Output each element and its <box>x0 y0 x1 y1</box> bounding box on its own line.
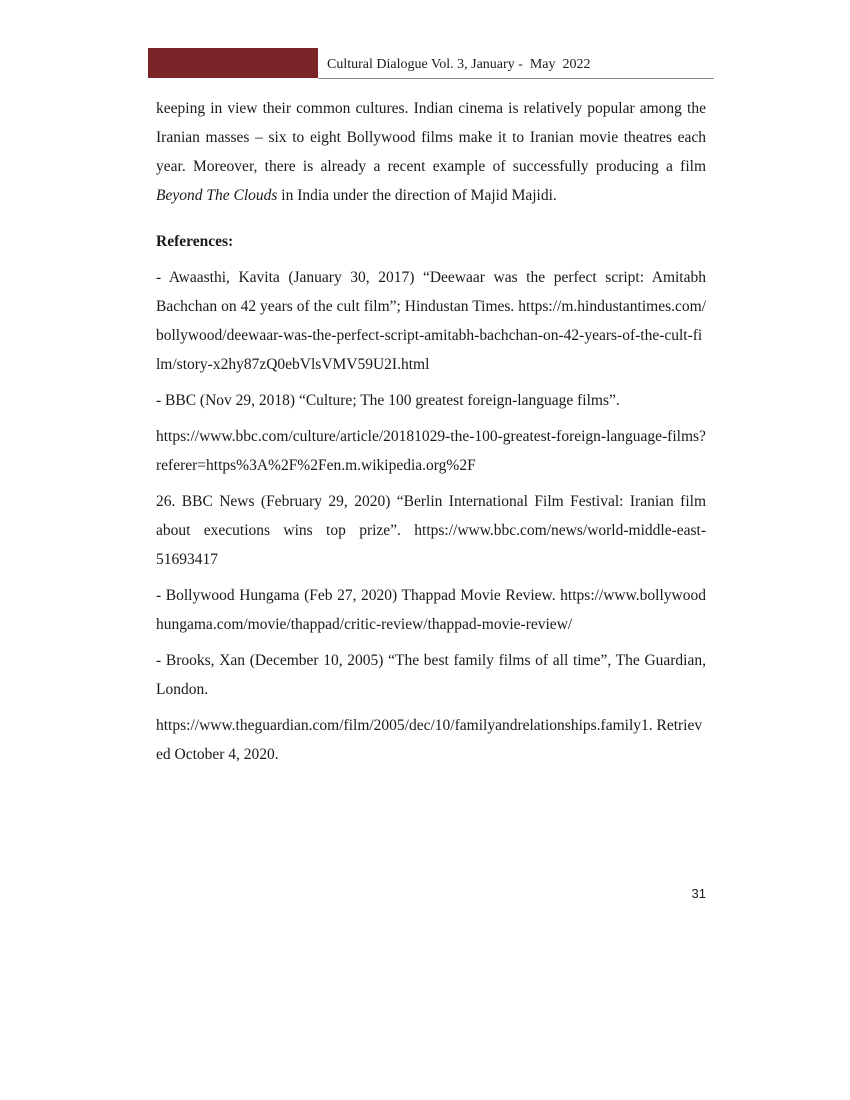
reference-text: 26. BBC News (February 29, 2020) “Berlin International Film Festival: Iranian film about executions wins top prize”. https://www.bbc.com/news/world-middle-east-51693417 <box>156 493 706 568</box>
reference-text: - Awaasthi, Kavita (January 30, 2017) “Deewaar was the perfect script: Amitabh Bachchan on 42 years of the cult film”; Hindustan Times. <box>156 269 706 315</box>
reference-item <box>156 386 706 415</box>
reference-item-url <box>156 711 706 769</box>
page-number: 31 <box>691 886 706 901</box>
journal-header-title: Cultural Dialogue Vol. 3, January - May 2022 <box>327 57 591 72</box>
reference-item <box>156 263 706 379</box>
page-content <box>156 94 706 776</box>
reference-url-link[interactable]: https://m.hindustantimes.com/bollywood/deewaar-was-the-perfect-script-amitabh-bachchan-on-42-years-of-the-cult-film/story-x2hy87zQ0ebVlsVMV59U2I.html <box>156 298 706 373</box>
reference-text: - BBC (Nov 29, 2018) “Culture; The 100 greatest foreign-language films”. <box>156 392 620 409</box>
reference-url-link[interactable]: https://www.theguardian.com/film/2005/dec/10/familyandrelationships.family1. Retrieved October 4, 2020. <box>156 717 703 763</box>
reference-url-link[interactable]: https://www.bollywoodhungama.com/movie/thappad/critic-review/thappad-movie-review/ <box>156 587 706 633</box>
film-title-italic: Beyond The Clouds <box>156 187 278 204</box>
intro-text-part1: keeping in view their common cultures. Indian cinema is relatively popular among the Iranian masses – six to eight Bollywood films make it to Iranian movie theatres each year. Moreover, there is already a recent example of successfully producing a film <box>156 100 706 175</box>
reference-item <box>156 487 706 574</box>
reference-item <box>156 646 706 704</box>
reference-item <box>156 581 706 639</box>
header-accent-bar <box>148 48 318 78</box>
header-rule <box>318 78 714 79</box>
reference-text: - Bollywood Hungama (Feb 27, 2020) Thappad Movie Review. <box>156 587 556 604</box>
intro-paragraph <box>156 94 706 210</box>
references-heading: References: <box>156 233 234 250</box>
reference-item-url <box>156 422 706 480</box>
reference-url-link[interactable]: https://www.bbc.com/culture/article/20181029-the-100-greatest-foreign-language-films?referer=https%3A%2F%2Fen.m.wikipedia.org%2F <box>156 428 706 474</box>
intro-text-part2: in India under the direction of Majid Majidi. <box>277 187 557 204</box>
reference-text: - Brooks, Xan (December 10, 2005) “The best family films of all time”, The Guardian, London. <box>156 652 706 698</box>
